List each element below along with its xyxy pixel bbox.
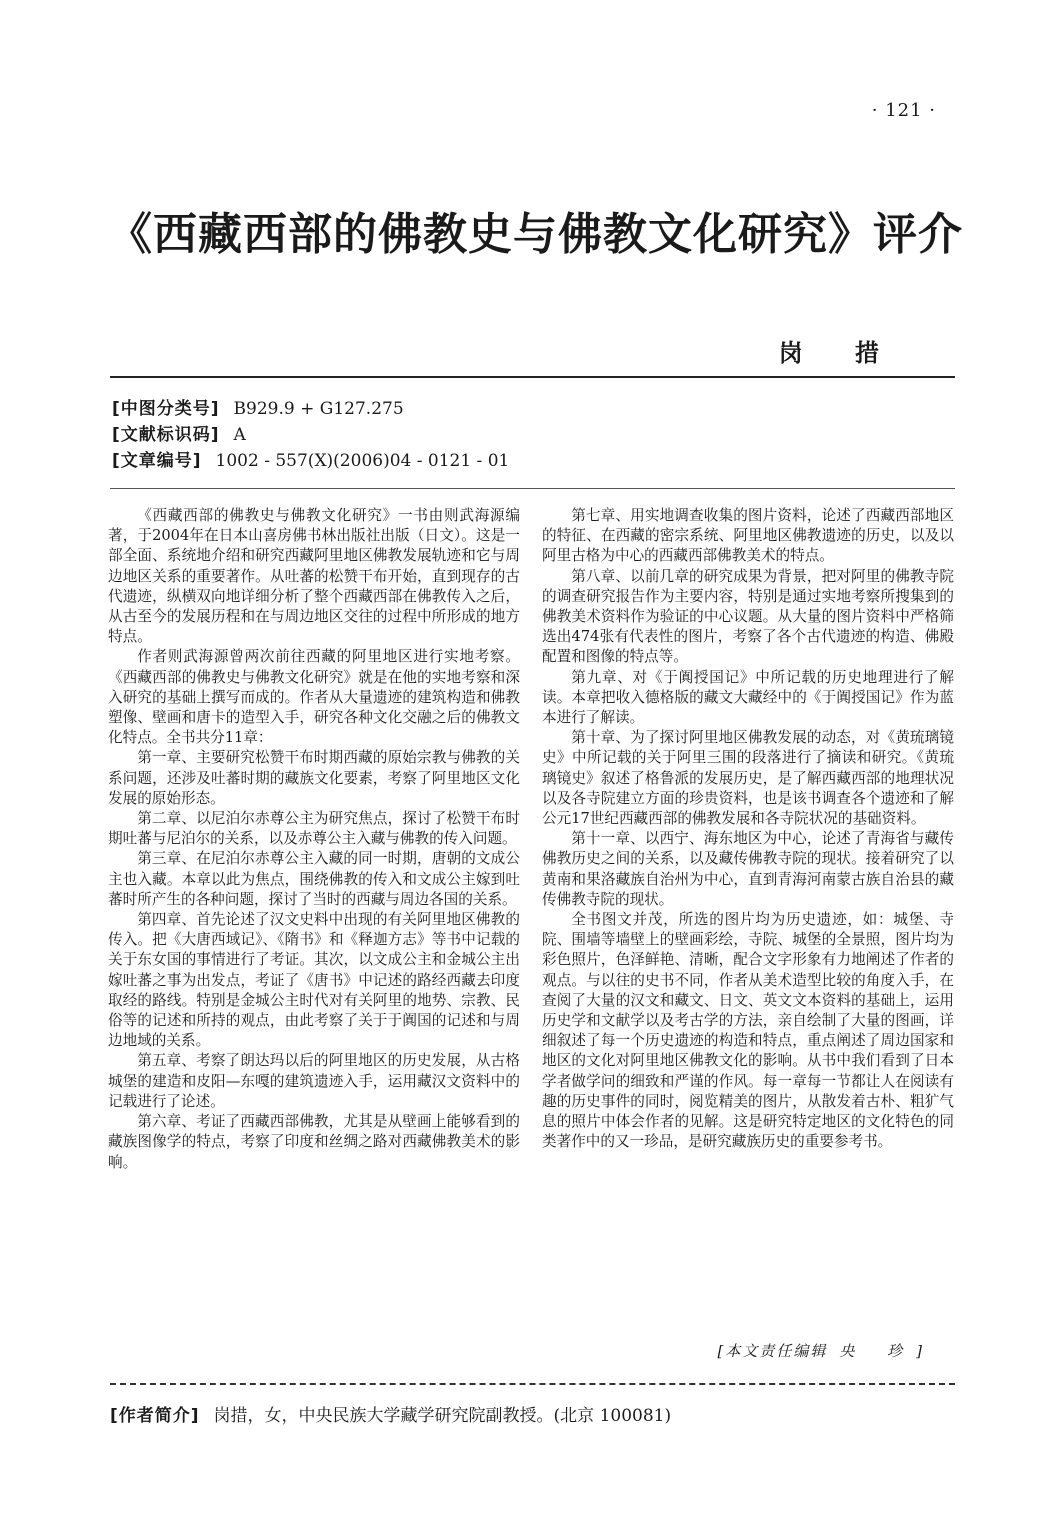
doc-code-value: A bbox=[233, 425, 246, 445]
article-no-row bbox=[112, 448, 942, 474]
paragraph: 第五章、考察了朗达玛以后的阿里地区的历史发展，从古格城堡的建造和皮阳—东嘎的建筑遗迹入手，运用藏汉文资料中的记载进行了论述。 bbox=[108, 1052, 520, 1110]
clc-label: [中图分类号] bbox=[112, 399, 220, 419]
paragraph: 第二章、以尼泊尔赤尊公主为研究焦点，探讨了松赞干布时期吐蕃与尼泊尔的关系，以及赤尊公主入藏与佛教的传入问题。 bbox=[108, 810, 520, 848]
clc-row bbox=[112, 396, 942, 422]
paragraph: 《西藏西部的佛教史与佛教文化研究》一书由则武海源编著，于2004年在日本山喜房佛书林出版社出版（日文）。这是一部全面、系统地介绍和研究西藏阿里地区佛教发展轨迹和它与周边地区关系的重要著作。从吐蕃的松赞干布开始，直到现存的古代遗迹，纵横双向地详细分析了整个西藏西部在佛教传入之后，从古至今的发展历程和在与周边地区交往的过程中所形成的地方特点。 bbox=[108, 507, 520, 646]
bio-label: [作者简介] bbox=[110, 1406, 200, 1426]
responsible-editor bbox=[718, 1340, 925, 1361]
article-no-value: 1002 - 557(X)(2006)04 - 0121 - 01 bbox=[215, 451, 510, 471]
paragraph: 第三章、在尼泊尔赤尊公主入藏的同一时期，唐朝的文成公主也入藏。本章以此为焦点，围绕佛教的传入和文成公主嫁到吐蕃时所产生的各种问题，探讨了当时的西藏与周边各国的关系。 bbox=[108, 850, 520, 908]
article-no-label: [文章编号] bbox=[112, 451, 202, 471]
header-rule bbox=[110, 376, 955, 378]
editor-label: [本文责任编辑 bbox=[717, 1342, 828, 1360]
clc-value: B929.9 + G127.275 bbox=[233, 399, 404, 419]
article-title: 《西藏西部的佛教史与佛教文化研究》评介 bbox=[108, 209, 963, 260]
body-column-right bbox=[542, 506, 954, 1153]
paragraph: 第七章、用实地调查收集的图片资料，论述了西藏西部地区的特征、在西藏的密宗系统、阿里地区佛教遗迹的历史，以及以阿里古格为中心的西藏西部佛教美术的特点。 bbox=[542, 507, 954, 565]
paragraph: 第六章、考证了西藏西部佛教，尤其是从壁画上能够看到的藏族图像学的特点，考察了印度和丝绸之路对西藏佛教美术的影响。 bbox=[108, 1113, 520, 1171]
doc-code-label: [文献标识码] bbox=[112, 425, 220, 445]
footer-dashed-rule bbox=[110, 1383, 955, 1385]
doc-code-row bbox=[112, 422, 942, 448]
metadata-rule bbox=[110, 488, 955, 489]
paragraph: 第一章、主要研究松赞干布时期西藏的原始宗教与佛教的关系问题，还涉及吐蕃时期的藏族文化要素，考察了阿里地区文化发展的原始形态。 bbox=[108, 749, 520, 807]
page-number: · 121 · bbox=[871, 100, 936, 121]
paragraph: 第四章、首先论述了汉文史料中出现的有关阿里地区佛教的传入。把《大唐西域记》、《隋书》和《释迦方志》等书中记载的关于东女国的事情进行了考证。其次，以文成公主和金城公主出嫁吐蕃之事为出发点，考证了《唐书》中记述的路经西藏去印度取经的路线。特别是金城公主时代对有关阿里的地势、宗教、民俗等的记述和所持的观点，由此考察了关于于阗国的记述和与周边地域的关系。 bbox=[108, 911, 520, 1050]
bio-text: 岗措，女，中央民族大学藏学研究院副教授。(北京 100081) bbox=[213, 1406, 672, 1426]
body-column-left bbox=[108, 506, 520, 1173]
article-author: 岗 措 bbox=[778, 338, 901, 367]
paragraph: 全书图文并茂，所选的图片均为历史遗迹，如：城堡、寺院、围墙等墙壁上的壁画彩绘，寺院、城堡的全景照，图片均为彩色照片，色泽鲜艳、清晰，配合文字形象有力地阐述了作者的观点。与以往的史书不同，作者从美术造型比较的角度入手，在查阅了大量的汉文和藏文、日文、英文文本资料的基础上，运用历史学和文献学以及考古学的方法，亲自绘制了大量的图画，详细叙述了每一个历史遗迹的构造和特点，重点阐述了周边国家和地区的文化对阿里地区佛教文化的影响。从书中我们看到了日本学者做学问的细致和严谨的作风。每一章每一节都让人在阅读有趣的历史事件的同时，阅览精美的图片，从散发着古朴、粗犷气息的照片中体会作者的见解。这是研究特定地区的文化特色的同类著作中的又一珍品，是研究藏族历史的重要参考书。 bbox=[542, 911, 954, 1151]
article-metadata bbox=[112, 396, 942, 474]
editor-bracket: ] bbox=[916, 1342, 924, 1360]
editor-name: 央 珍 bbox=[839, 1342, 917, 1360]
paragraph: 作者则武海源曾两次前往西藏的阿里地区进行实地考察。《西藏西部的佛教史与佛教文化研究》就是在他的实地考察和深入研究的基础上撰写而成的。作者从大量遗迹的建筑构造和佛教塑像、壁画和唐卡的造型入手，研究各种文化交融之后的佛教文化特点。全书共分11章： bbox=[108, 648, 520, 747]
paragraph: 第九章、对《于阗授国记》中所记载的历史地理进行了解读。本章把收入德格版的藏文大藏经中的《于阗授国记》作为蓝本进行了解读。 bbox=[542, 668, 954, 727]
author-bio bbox=[110, 1401, 950, 1426]
paragraph: 第十章、为了探讨阿里地区佛教发展的动态，对《黄琉璃镜史》中所记载的关于阿里三围的段落进行了摘读和研究。《黄琉璃镜史》叙述了格鲁派的发展历史，是了解西藏西部的地理状况以及各寺院建立方面的珍贵资料，也是该书调查各个遗迹和了解公元17世纪西藏西部的佛教发展和各寺院状况的基础资料。 bbox=[542, 729, 954, 828]
paragraph: 第十一章、以西宁、海东地区为中心，论述了青海省与藏传佛教历史之间的关系，以及藏传佛教寺院的现状。接着研究了以黄南和果洛藏族自治州为中心，直到青海河南蒙古族自治县的藏传佛教寺院的现状。 bbox=[542, 830, 954, 908]
paragraph: 第八章、以前几章的研究成果为背景，把对阿里的佛教寺院的调查研究报告作为主要内容，特别是通过实地考察所搜集到的佛教美术资料作为验证的中心议题。从大量的图片资料中严格筛选出474张有代表性的图片，考察了各个古代遗迹的构造、佛殿配置和图像的特点等。 bbox=[542, 567, 954, 666]
